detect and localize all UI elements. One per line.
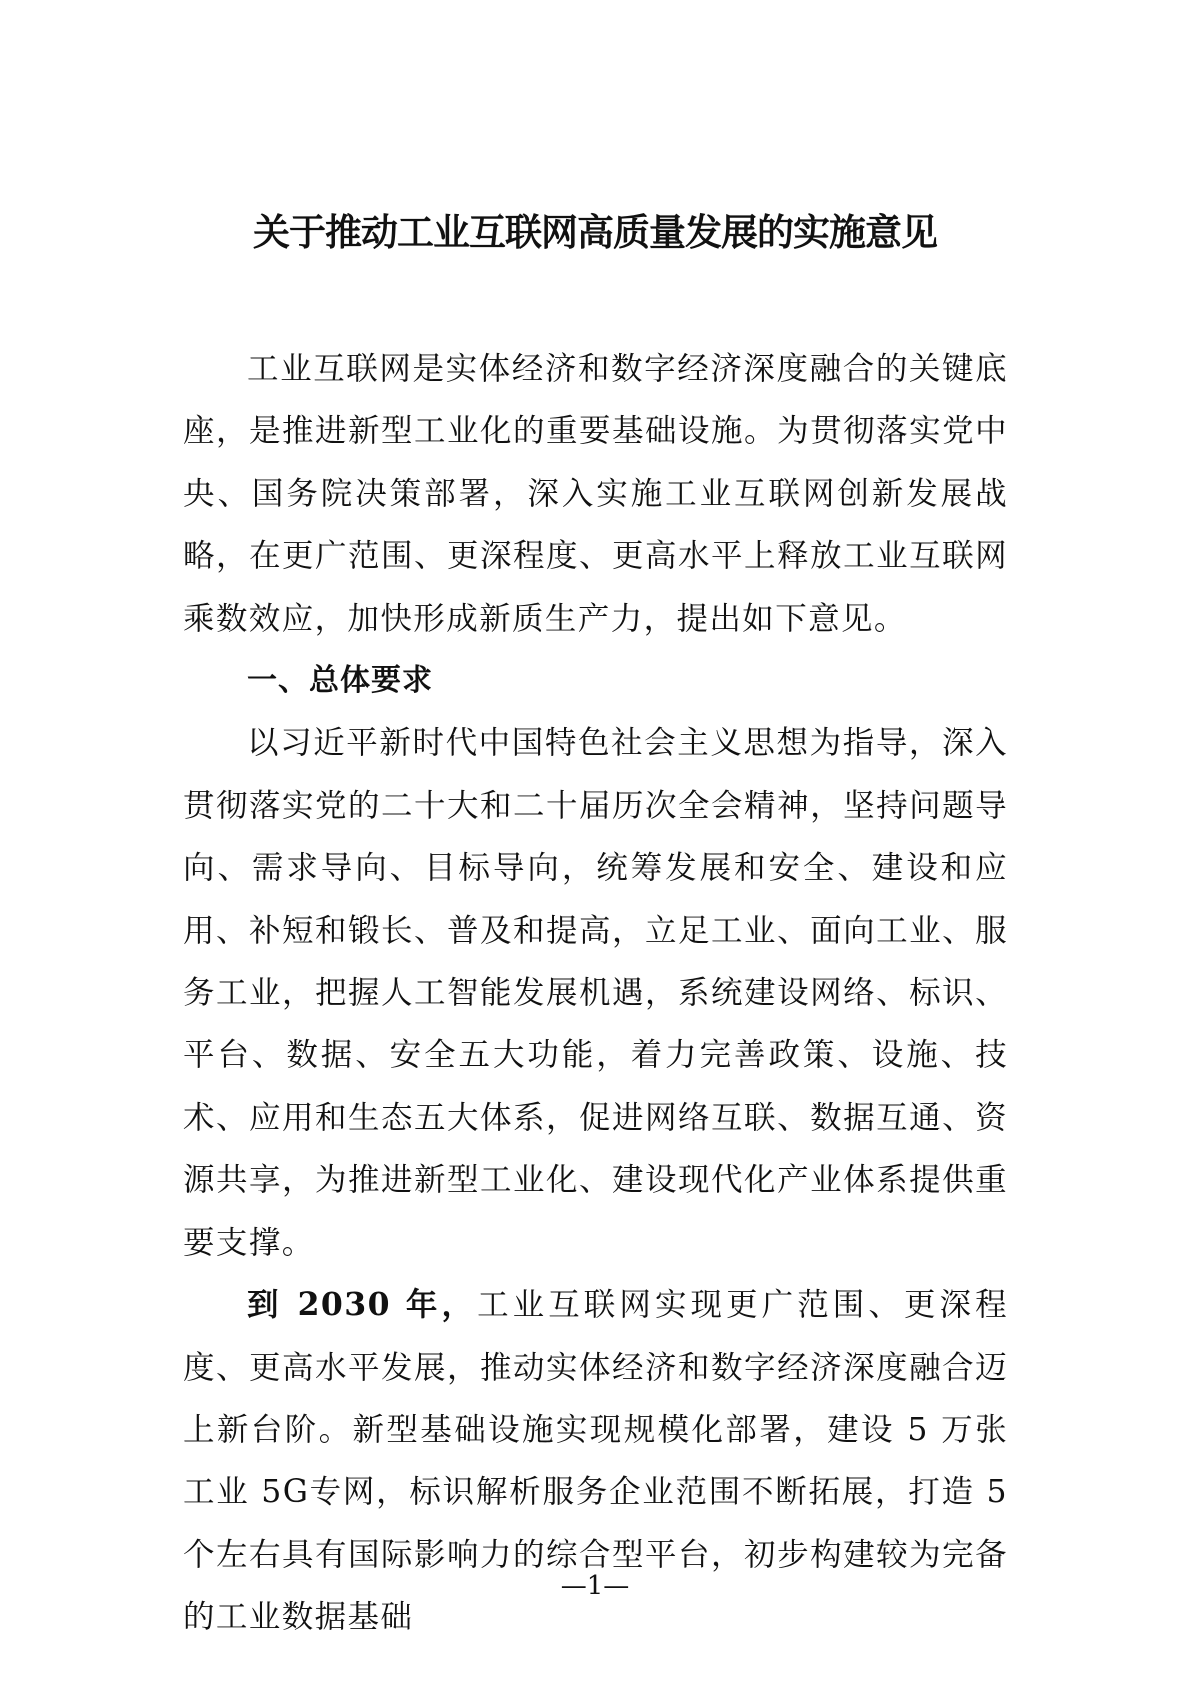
intro-paragraph [183, 338, 1008, 650]
guiding-principles-text: 以习近平新时代中国特色社会主义思想为指导，深入贯彻落实党的二十大和二十届历次全会精神，坚持问题导向、需求导向、目标导向，统筹发展和安全、建设和应用、补短和锻长、普及和提高，立足工业、面向工业、服务工业，把握人工智能发展机遇，系统建设网络、标识、平台、数据、安全五大功能，着力完善政策、设施、技术、应用和生态五大体系，促进网络互联、数据互通、资源共享，为推进新型工业化、建设现代化产业体系提供重要支撑。 [183, 725, 1008, 1261]
goals-2030-lead: 到 2030 年， [247, 1286, 478, 1324]
document-title: 关于推动工业互联网高质量发展的实施意见 [253, 210, 937, 254]
page-number: —1— [560, 1571, 630, 1601]
goals-2030-text: 工业互联网实现更广范围、更深程度、更高水平发展，推动实体经济和数字经济深度融合迈上新台阶。新型基础设施实现规模化部署，建设 5 万张工业 5G专网，标识解析服务企业范围不断拓展，打造 5 个左右具有国际影响力的综合型平台，初步构建较为完备的工业数据基础 [183, 1287, 1008, 1636]
guiding-principles-paragraph [183, 712, 1008, 1274]
intro-paragraph-text: 工业互联网是实体经济和数字经济深度融合的关键底座，是推进新型工业化的重要基础设施。为贯彻落实党中央、国务院决策部署，深入实施工业互联网创新发展战略，在更广范围、更深程度、更高水平上释放工业互联网乘数效应，加快形成新质生产力，提出如下意见。 [183, 351, 1008, 637]
document-body [183, 338, 1008, 1649]
section-heading-general-requirements: 一、总体要求 [247, 663, 433, 699]
